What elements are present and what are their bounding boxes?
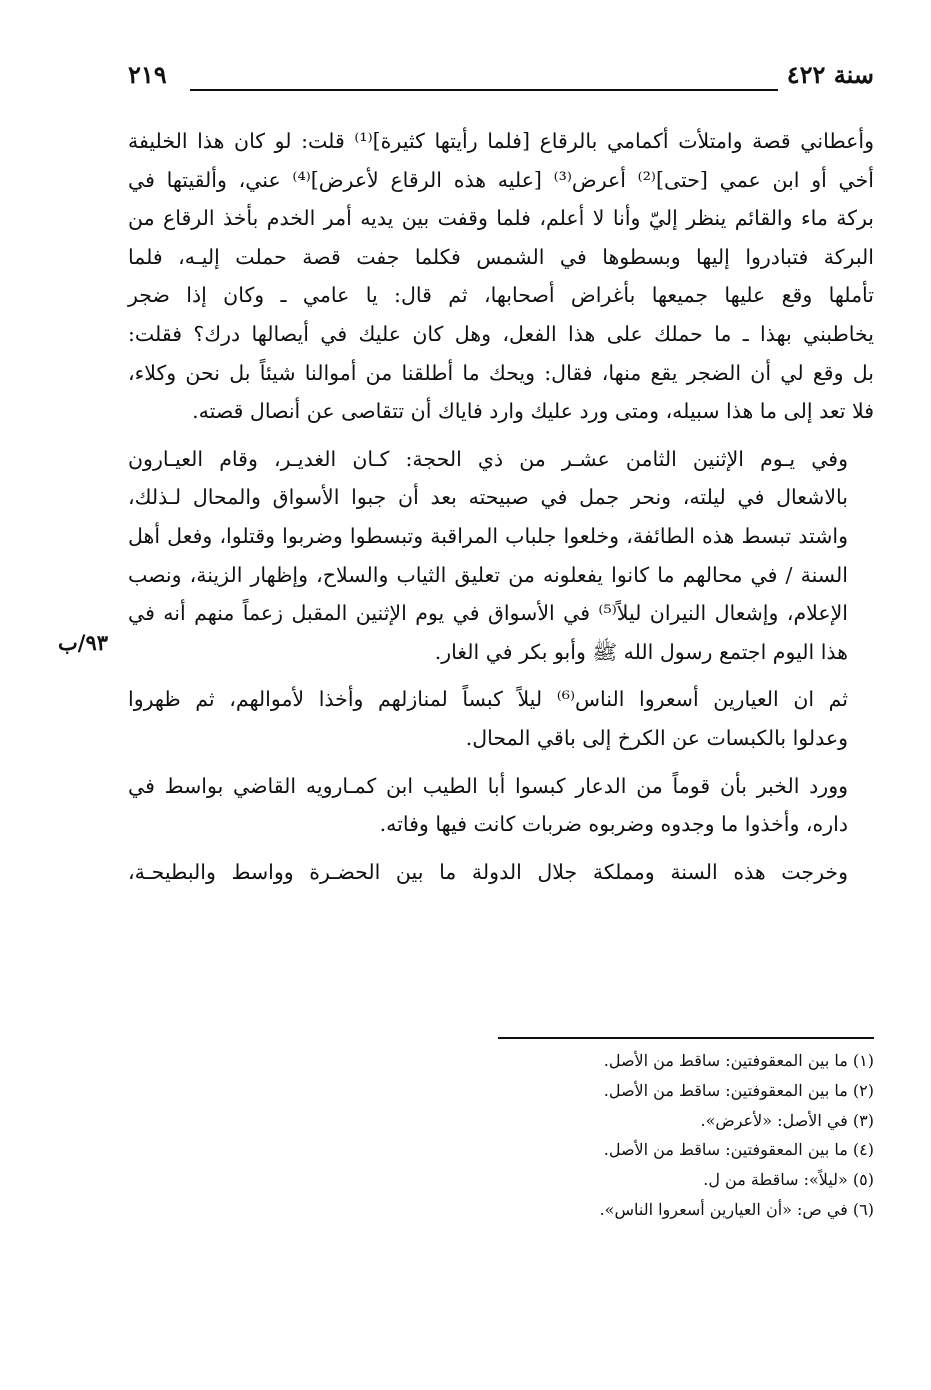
text-line: بركة ماء والقائم ينظر إليّ وأنا لا أعلم، فلما وقفت بين يديه أمر الخدم بأخذ الرقاع من	[128, 206, 874, 231]
footnotes	[128, 1046, 874, 1225]
text-line: داره، وأخذوا ما وجدوه وضربوه ضربات كانت فيها وفاته.	[379, 812, 848, 837]
text-line: وفي يـوم الإثنين الثامن عشـر من ذي الحجة: كـان الغديـر، وقام العيـارون	[128, 446, 848, 471]
text-line: واشتد تبسط هذه الطائفة، وخلعوا جلباب المراقبة وتبسطوا وضربوا وقتلوا، وفعل أهل	[128, 523, 848, 548]
text-line: السنة / في محالهم ما كانوا يفعلونه من تعليق الثياب والسلاح، وإظهار الزينة، ونصب	[128, 562, 848, 587]
text-line: يخاطبني بهذا ـ ما حملك على هذا الفعل، وهل كان عليك في أيصالها درك؟ فقلت:	[128, 321, 874, 346]
footnote: (٦) في ص: «أن العيارين أسعروا الناس».	[599, 1199, 874, 1219]
footnote: (٢) ما بين المعقوفتين: ساقط من الأصل.	[603, 1080, 874, 1100]
text-line: هذا اليوم اجتمع رسول الله ﷺ وأبو بكر في الغار.	[434, 639, 848, 664]
text-line: البركة فتبادروا إليها وبسطوها في الشمس فكلما جفت قصة حملت إليـه، فلما	[128, 244, 874, 269]
text-line: الإعلام، وإشعال النيران ليلاً⁽⁵⁾ في الأسواق في يوم الإثنين المقبل زعماً منهم أنه في	[128, 601, 848, 626]
text-line: بل وقع لي أن الضجر يقع منها، فقال: ويحك ما أطلقنا من أموالنا شيئاً بل نحن وكلاء،	[128, 360, 874, 385]
footnote-separator	[498, 1037, 874, 1039]
paragraph-4	[128, 767, 874, 844]
text-line: فلا تعد إلى ما هذا سبيله، ومتى ورد عليك وارد فاياك أن تتقاصى عن أنصال قصته.	[192, 399, 874, 424]
page-number: ٢١٩	[128, 60, 167, 89]
paragraph-5	[128, 853, 874, 892]
header-rule	[190, 89, 778, 91]
paragraph-2	[128, 440, 874, 672]
running-head: سنة ٤٢٢	[786, 60, 874, 89]
main-text	[128, 122, 874, 900]
footnote: (٤) ما بين المعقوفتين: ساقط من الأصل.	[603, 1140, 874, 1160]
manuscript-folio-note: ٩٣/ب	[58, 630, 109, 655]
page-header	[128, 56, 874, 100]
text-line: ثم ان العيارين أسعروا الناس⁽⁶⁾ ليلاً كبساً لمنازلهم وأخذا لأموالهم، ثم ظهروا	[128, 687, 849, 712]
paragraph-1	[128, 122, 874, 431]
text-line: وعدلوا بالكبسات عن الكرخ إلى باقي المحال.	[465, 725, 848, 750]
text-line: وورد الخبر بأن قوماً من الدعار كبسوا أبا الطيب ابن كمـارويه القاضي بواسط في	[128, 773, 848, 798]
text-line: وأعطاني قصة وامتلأت أكمامي بالرقاع [فلما رأيتها كثيرة]⁽¹⁾ قلت: لو كان هذا الخليفة	[128, 129, 874, 153]
text-line: بالاشعال في ليلته، ونحر جمل في صبيحته بعد أن جبوا الأسواق والمحال لـذلك،	[128, 485, 848, 510]
footnote: (١) ما بين المعقوفتين: ساقط من الأصل.	[603, 1051, 874, 1070]
text-line: تأملها وقع عليها جميعها بأغراض أصحابها، ثم قال: يا عامي ـ وكان إذا ضجر	[128, 283, 874, 308]
footnote: (٣) في الأصل: «لأعرض».	[700, 1110, 874, 1130]
text-line: أخي أو ابن عمي [حتى]⁽²⁾ أعرض⁽³⁾ [عليه هذه الرقاع لأعرض]⁽⁴⁾ عني، وألقيتها في	[128, 167, 874, 192]
footnote: (٥) «ليلاً»: ساقطة من ل.	[703, 1170, 874, 1190]
text-line: وخرجت هذه السنة ومملكة جلال الدولة ما بين الحضـرة وواسط والبطيحـة،	[128, 859, 848, 884]
paragraph-3	[128, 680, 874, 757]
